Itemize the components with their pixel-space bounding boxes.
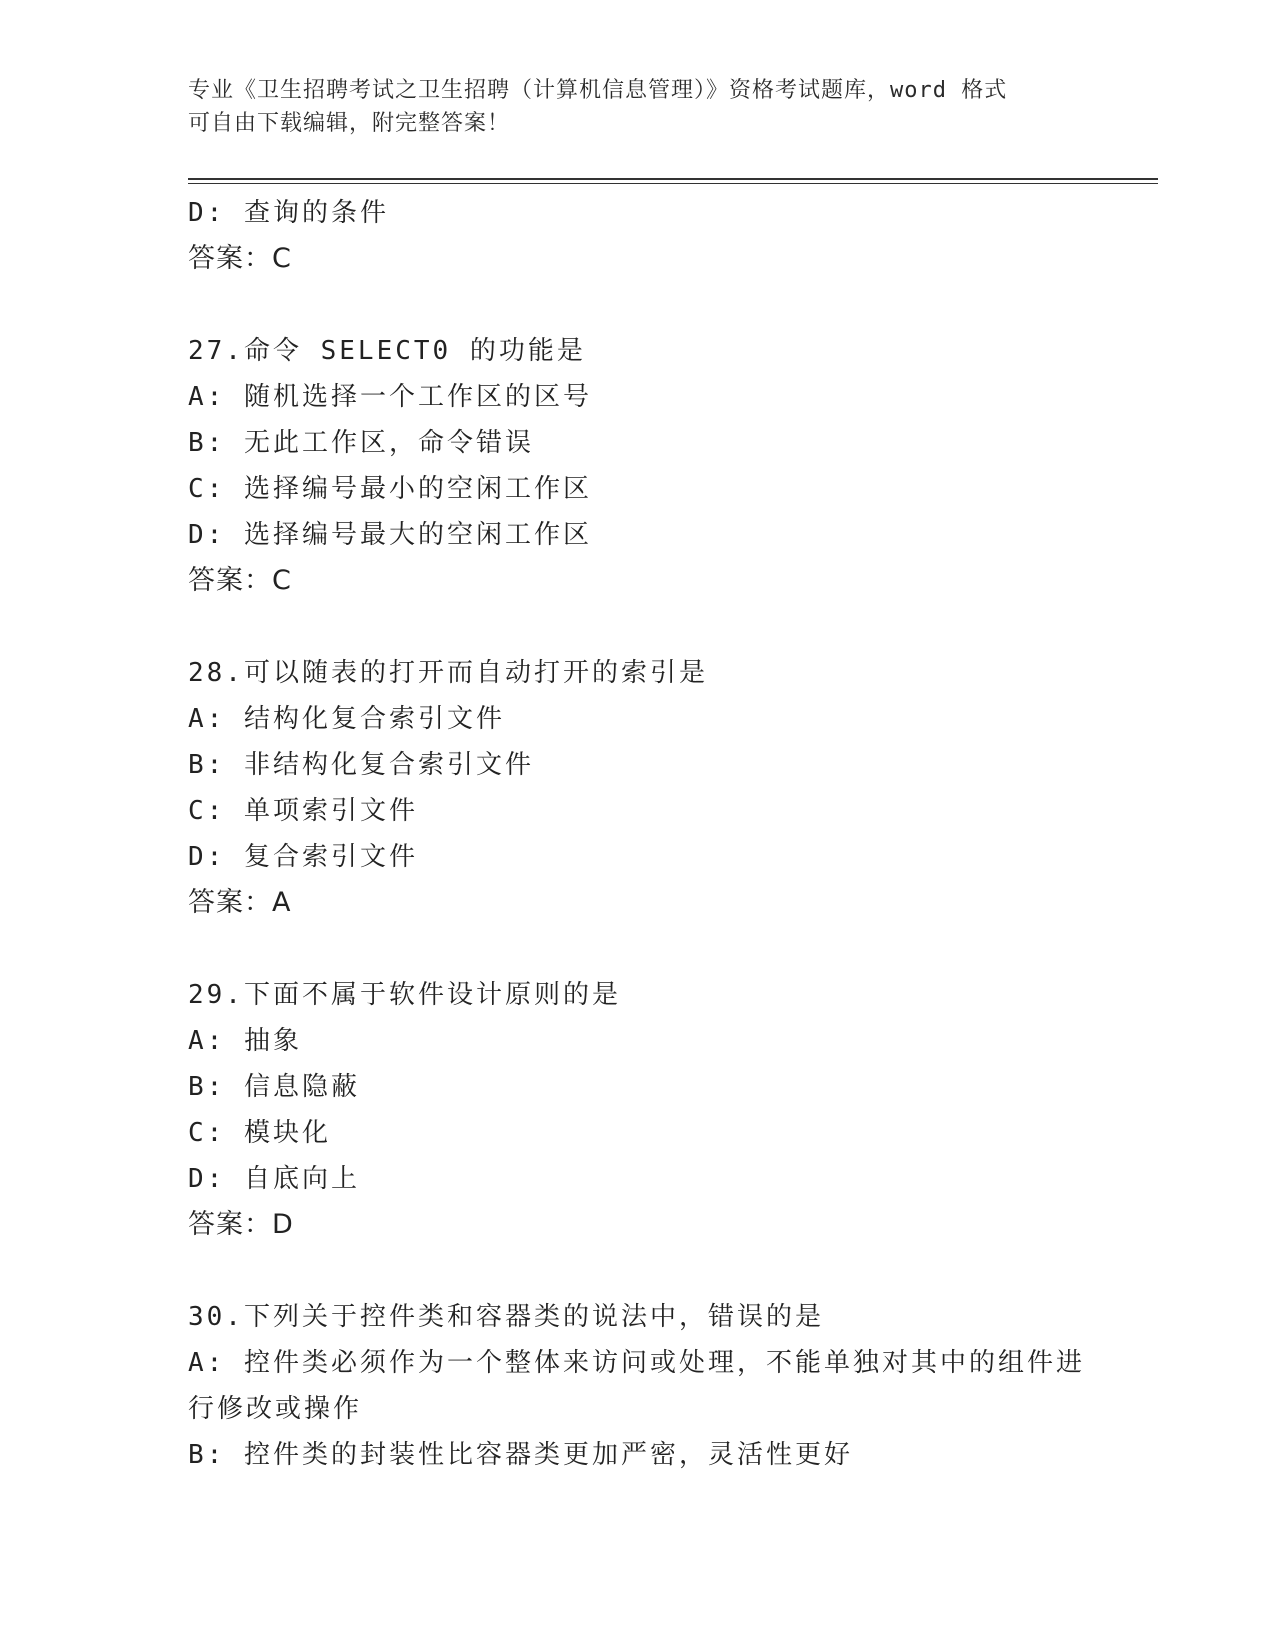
- question-list: [188, 190, 1088, 1478]
- header-rule-thin: [188, 183, 1158, 184]
- question-28-answer: 答案：A: [188, 887, 292, 918]
- question-30-option-a-continued: 行修改或操作: [188, 1394, 363, 1424]
- question-30-stem: 30.下列关于控件类和容器类的说法中，错误的是: [188, 1302, 824, 1332]
- option-d-continued: D: 查询的条件: [188, 198, 389, 228]
- question-29-option-b: B: 信息隐蔽: [188, 1072, 360, 1102]
- spacer: [188, 926, 1088, 972]
- question-30-option-a: A: 控件类必须作为一个整体来访问或处理，不能单独对其中的组件进: [188, 1348, 1085, 1378]
- question-28-stem: 28.可以随表的打开而自动打开的索引是: [188, 658, 708, 688]
- document-header: [188, 74, 1088, 140]
- header-line-2: 可自由下载编辑，附完整答案！: [188, 111, 511, 136]
- question-29-option-d: D: 自底向上: [188, 1164, 360, 1194]
- question-28-option-c: C: 单项索引文件: [188, 796, 418, 826]
- question-28-option-b: B: 非结构化复合索引文件: [188, 750, 534, 780]
- question-29-option-a: A: 抽象: [188, 1026, 302, 1056]
- question-27-answer: 答案：C: [188, 565, 292, 596]
- spacer: [188, 282, 1088, 328]
- question-27-option-d: D: 选择编号最大的空闲工作区: [188, 520, 592, 550]
- spacer: [188, 604, 1088, 650]
- question-27-option-a: A: 随机选择一个工作区的区号: [188, 382, 592, 412]
- answer-continued: 答案：C: [188, 243, 292, 274]
- question-29-answer: 答案：D: [188, 1209, 294, 1240]
- question-29-stem: 29.下面不属于软件设计原则的是: [188, 980, 621, 1010]
- question-28-option-d: D: 复合索引文件: [188, 842, 418, 872]
- question-29-option-c: C: 模块化: [188, 1118, 331, 1148]
- question-27-option-c: C: 选择编号最小的空闲工作区: [188, 474, 592, 504]
- question-30-option-b: B: 控件类的封装性比容器类更加严密，灵活性更好: [188, 1440, 853, 1470]
- question-27-stem: 27.命令 SELECT0 的功能是: [188, 336, 586, 366]
- spacer: [188, 1248, 1088, 1294]
- question-28-option-a: A: 结构化复合索引文件: [188, 704, 505, 734]
- header-rule-thick: [188, 178, 1158, 180]
- question-27-option-b: B: 无此工作区，命令错误: [188, 428, 534, 458]
- header-line-1: 专业《卫生招聘考试之卫生招聘（计算机信息管理）》资格考试题库，word 格式: [188, 78, 1008, 103]
